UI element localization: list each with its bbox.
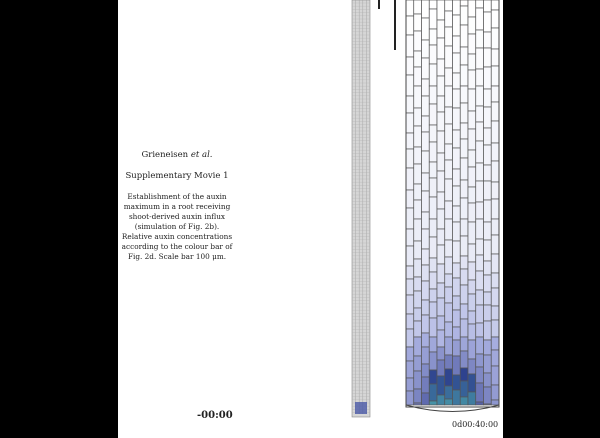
root-cell — [476, 354, 484, 367]
root-cell — [460, 180, 468, 198]
root-cell — [453, 296, 461, 310]
movie-description: Establishment of the auxin maximum in a root receiving shoot-derived auxin influx (simulation of Fig. 2b). Relative auxin concentrations according to the colour bar of Fig. 2d. Scale bar 100 μm. — [121, 192, 233, 261]
root-cell — [406, 0, 414, 16]
root-cell — [453, 148, 461, 169]
root-cell — [437, 298, 445, 316]
root-cell — [484, 200, 492, 222]
root-cell — [437, 376, 445, 395]
root-cell — [468, 244, 476, 262]
root-cell — [468, 392, 476, 405]
root-cell — [468, 150, 476, 167]
root-cell — [491, 49, 499, 66]
root-cell — [406, 378, 414, 391]
root-cell — [422, 18, 430, 40]
root-cell — [476, 337, 484, 354]
root-cell — [422, 281, 430, 300]
root-cell — [453, 390, 461, 405]
root-cell — [414, 0, 422, 14]
root-cell — [468, 294, 476, 311]
root-cell — [437, 38, 445, 59]
root-cell — [437, 209, 445, 229]
root-simulation-figure — [118, 0, 503, 438]
root-cell — [491, 288, 499, 306]
root-cell — [476, 86, 484, 106]
root-cell — [491, 350, 499, 366]
root-cell — [468, 111, 476, 129]
root-cell — [422, 347, 430, 364]
root-cell — [460, 304, 468, 319]
root-cell — [406, 266, 414, 279]
root-cell — [445, 27, 453, 46]
root-cell — [445, 386, 453, 399]
root-cell — [468, 70, 476, 89]
root-cell — [429, 197, 437, 219]
root-cap — [406, 405, 499, 412]
root-cell — [406, 229, 414, 246]
root-cell — [422, 315, 430, 333]
root-cell — [491, 254, 499, 273]
root-cell — [422, 300, 430, 315]
root-cell — [484, 373, 492, 387]
root-cell — [468, 89, 476, 111]
root-cell — [406, 314, 414, 329]
root-cell — [422, 173, 430, 191]
root-cell — [422, 229, 430, 249]
root-cell — [460, 381, 468, 397]
root-cell — [429, 318, 437, 337]
root-cell — [429, 162, 437, 178]
root-cell — [437, 229, 445, 245]
root-cell — [468, 222, 476, 244]
root-cell — [429, 370, 437, 384]
root-cell — [437, 96, 445, 112]
root-cell — [414, 389, 422, 403]
root-cell — [468, 340, 476, 359]
root-cell — [453, 89, 461, 108]
root-cell — [414, 51, 422, 67]
root-cell — [476, 271, 484, 290]
root-cell — [468, 203, 476, 222]
root-cell — [414, 219, 422, 241]
root-cell — [437, 153, 445, 171]
root-cell — [429, 352, 437, 370]
root-cell — [460, 337, 468, 351]
root-cell — [429, 45, 437, 64]
root-cell — [445, 68, 453, 86]
root-cell — [429, 384, 437, 401]
root-cell — [437, 316, 445, 330]
root-cell — [422, 191, 430, 212]
root-cell — [414, 241, 422, 259]
root-cell — [476, 122, 484, 141]
root-cell — [491, 337, 499, 350]
root-cell — [414, 108, 422, 126]
root-cell — [491, 320, 499, 337]
root-cell — [445, 399, 453, 405]
root-cell — [476, 69, 484, 86]
root-cell — [484, 222, 492, 240]
root-cell — [406, 75, 414, 96]
author-etal: et al. — [190, 150, 213, 160]
root-cell — [484, 355, 492, 373]
root-cell — [414, 321, 422, 337]
root-cell — [484, 404, 492, 405]
page — [118, 0, 503, 438]
root-cell — [484, 387, 492, 404]
root-cell — [468, 280, 476, 294]
root-cell — [406, 329, 414, 347]
root-cell — [460, 236, 468, 256]
root-cell — [453, 340, 461, 356]
root-cell — [460, 256, 468, 269]
root-cell — [484, 305, 492, 321]
root-cell — [437, 395, 445, 405]
root-cell — [414, 200, 422, 219]
root-cell — [437, 59, 445, 76]
root-cell — [406, 35, 414, 57]
root-cell — [460, 47, 468, 65]
root-cell — [453, 73, 461, 89]
root-cell — [476, 141, 484, 163]
root-cell — [429, 9, 437, 29]
root-cell — [414, 371, 422, 389]
root-cell — [406, 208, 414, 229]
root-cell — [414, 277, 422, 291]
root-cell — [429, 302, 437, 318]
root-cell — [414, 259, 422, 277]
root-cell — [476, 219, 484, 239]
root-cell — [453, 241, 461, 263]
root-cell — [476, 30, 484, 48]
root-cell — [406, 246, 414, 266]
root-cell — [476, 255, 484, 271]
root-cell — [422, 393, 430, 405]
root-cell — [437, 76, 445, 96]
root-cell — [468, 0, 476, 17]
root-cell — [460, 123, 468, 139]
root-cell — [460, 6, 468, 25]
root-cell — [453, 327, 461, 340]
root-cell — [406, 361, 414, 378]
root-cell — [468, 311, 476, 324]
root-cell — [406, 113, 414, 133]
root-cell — [491, 235, 499, 254]
root-cell — [414, 31, 422, 51]
root-cell — [484, 89, 492, 107]
root-cell — [453, 263, 461, 278]
root-cell — [445, 179, 453, 201]
root-cell — [491, 306, 499, 320]
movie-title: Supplementary Movie 1 — [125, 171, 229, 181]
root-cell — [445, 219, 453, 240]
root-cell — [429, 289, 437, 302]
root-cell — [468, 374, 476, 392]
root-cell — [453, 130, 461, 148]
root-cell — [445, 86, 453, 107]
root-cell — [437, 360, 445, 376]
root-cell — [491, 10, 499, 28]
root-cell — [453, 206, 461, 222]
root-cell — [491, 102, 499, 121]
root-cell — [445, 240, 453, 257]
root-cell — [422, 265, 430, 281]
root-cell — [468, 54, 476, 70]
root-cell — [422, 58, 430, 79]
root-cell — [406, 391, 414, 405]
root-cell — [476, 402, 484, 405]
root-cell — [484, 181, 492, 200]
root-cell — [484, 321, 492, 340]
root-cell — [460, 139, 468, 158]
root-cell — [422, 79, 430, 96]
root-cell — [476, 290, 484, 305]
root-cell — [437, 245, 445, 264]
author-name: Grieneisen — [141, 150, 189, 160]
root-cell — [460, 65, 468, 86]
root-cell — [484, 292, 492, 305]
root-cell — [476, 8, 484, 30]
root-cell — [422, 333, 430, 347]
root-cell — [484, 165, 492, 181]
root-cell — [422, 116, 430, 132]
root-cell — [445, 287, 453, 303]
root-cell — [460, 285, 468, 304]
root-cell — [445, 322, 453, 337]
root-cell — [429, 86, 437, 104]
root-cell — [491, 86, 499, 102]
root-cell — [422, 151, 430, 173]
root-cell — [468, 359, 476, 374]
root-cell — [437, 20, 445, 38]
root-cell — [445, 107, 453, 124]
root-cell — [437, 283, 445, 298]
root-cell — [422, 212, 430, 229]
root-cell — [476, 163, 484, 181]
root-cell — [460, 368, 468, 381]
root-cell — [484, 0, 492, 12]
root-cell — [414, 403, 422, 405]
root-cell — [406, 279, 414, 295]
root-cell — [468, 167, 476, 187]
root-cell — [460, 103, 468, 123]
root-cell — [453, 0, 461, 15]
root-cell — [460, 25, 468, 47]
root-cell — [476, 367, 484, 383]
root-cell — [453, 36, 461, 53]
root-cell — [414, 147, 422, 164]
root-cell — [491, 121, 499, 143]
root-cell — [429, 272, 437, 289]
root-cell — [437, 171, 445, 192]
root-cell — [414, 67, 422, 86]
root-cell — [414, 337, 422, 356]
root-cell — [476, 0, 484, 8]
root-cell — [445, 355, 453, 369]
root-cell — [491, 219, 499, 235]
root-cell — [445, 337, 453, 355]
root-cell — [468, 34, 476, 54]
root-cell — [491, 199, 499, 219]
root-cell — [429, 64, 437, 86]
root-cell — [429, 142, 437, 162]
root-cell — [453, 186, 461, 206]
root-cell — [422, 96, 430, 116]
root-cell — [484, 128, 492, 145]
root-cell — [468, 129, 476, 150]
root-cell — [491, 161, 499, 182]
root-cell — [429, 258, 437, 272]
root-cell — [437, 131, 445, 153]
thin-root-column — [352, 0, 370, 417]
root-cell — [453, 356, 461, 375]
root-cell — [406, 168, 414, 190]
root-cell — [437, 0, 445, 20]
root-cell — [453, 15, 461, 36]
root-cell — [468, 262, 476, 280]
root-cell — [437, 112, 445, 131]
root-cell — [445, 144, 453, 160]
timestamp-left: -00:00 — [197, 410, 233, 421]
root-cell — [460, 351, 468, 368]
root-cell — [491, 400, 499, 405]
root-cell — [414, 291, 422, 308]
root-cell — [429, 178, 437, 197]
root-cell — [429, 401, 437, 405]
root-cell — [429, 0, 437, 9]
root-cell — [445, 274, 453, 287]
root-cell — [484, 275, 492, 292]
root-cell — [445, 124, 453, 144]
root-cell — [476, 323, 484, 337]
root-cell — [453, 222, 461, 241]
root-cell — [460, 86, 468, 103]
root-cell — [406, 16, 414, 35]
root-cell — [460, 269, 468, 285]
root-cell — [445, 201, 453, 219]
root-cell — [445, 303, 453, 322]
root-cell — [406, 133, 414, 149]
root-cell — [460, 158, 468, 180]
root-cell — [437, 192, 445, 209]
root-cell — [460, 319, 468, 337]
root-cell — [476, 106, 484, 122]
root-cell — [460, 219, 468, 236]
root-cell — [453, 108, 461, 130]
root-cell — [429, 219, 437, 237]
root-cell — [468, 187, 476, 203]
root-cell — [429, 125, 437, 142]
root-cell — [422, 364, 430, 377]
root-cell — [491, 385, 499, 400]
root-cell — [422, 377, 430, 393]
root-cell — [429, 29, 437, 45]
root-cell — [414, 164, 422, 184]
root-cell — [484, 145, 492, 165]
root-cell — [476, 239, 484, 255]
root-cell — [445, 369, 453, 386]
root-cell — [422, 0, 430, 18]
root-cell — [453, 375, 461, 390]
root-cell — [414, 308, 422, 321]
root-cell — [437, 264, 445, 283]
root-cell — [414, 356, 422, 371]
root-cell — [460, 397, 468, 405]
root-cell — [422, 132, 430, 151]
root-cell — [453, 169, 461, 186]
root-cell — [491, 0, 499, 10]
root-cell — [491, 66, 499, 86]
root-cell — [460, 0, 468, 6]
root-cell — [484, 261, 492, 275]
root-cell — [406, 149, 414, 168]
root-cell — [445, 257, 453, 274]
thin-root-outline — [352, 0, 370, 417]
root-cell — [406, 347, 414, 361]
root-cell — [414, 184, 422, 200]
root-cell — [406, 190, 414, 208]
root-cell — [468, 17, 476, 34]
root-cell — [414, 14, 422, 31]
root-cell — [445, 160, 453, 179]
root-cell — [422, 40, 430, 58]
root-cell — [406, 295, 414, 314]
root-cell — [406, 96, 414, 113]
root-cell — [484, 107, 492, 128]
root-cell — [476, 48, 484, 69]
root-cell — [491, 28, 499, 49]
root-cell — [437, 330, 445, 347]
root-cell — [484, 340, 492, 355]
thin-root-tip — [355, 402, 367, 414]
root-cell — [453, 310, 461, 327]
root-cell — [414, 86, 422, 108]
root-cell — [484, 48, 492, 67]
root-cell — [429, 237, 437, 258]
root-cell — [468, 324, 476, 340]
root-cell — [406, 57, 414, 75]
root-cell — [491, 273, 499, 288]
root-cell — [422, 249, 430, 265]
root-cell — [453, 53, 461, 73]
root-cell — [414, 126, 422, 147]
root-cell — [491, 366, 499, 385]
root-cell — [429, 337, 437, 352]
root-cell — [476, 181, 484, 202]
root-cell — [484, 67, 492, 89]
root-cell — [476, 305, 484, 323]
root-cell — [437, 347, 445, 360]
timestamp-right: 0d00:40:00 — [452, 420, 499, 429]
root-cell — [484, 32, 492, 48]
root-cell — [460, 198, 468, 219]
root-cell — [453, 278, 461, 296]
root-cell — [476, 383, 484, 402]
root-cell — [445, 0, 453, 11]
root-cell — [484, 240, 492, 261]
root-cell — [491, 182, 499, 199]
root-cell — [476, 202, 484, 219]
root-cell-grid — [406, 0, 499, 412]
root-cell — [484, 12, 492, 32]
root-cell — [445, 11, 453, 27]
root-cell — [429, 104, 437, 125]
root-cell — [491, 143, 499, 161]
root-cell — [445, 46, 453, 68]
